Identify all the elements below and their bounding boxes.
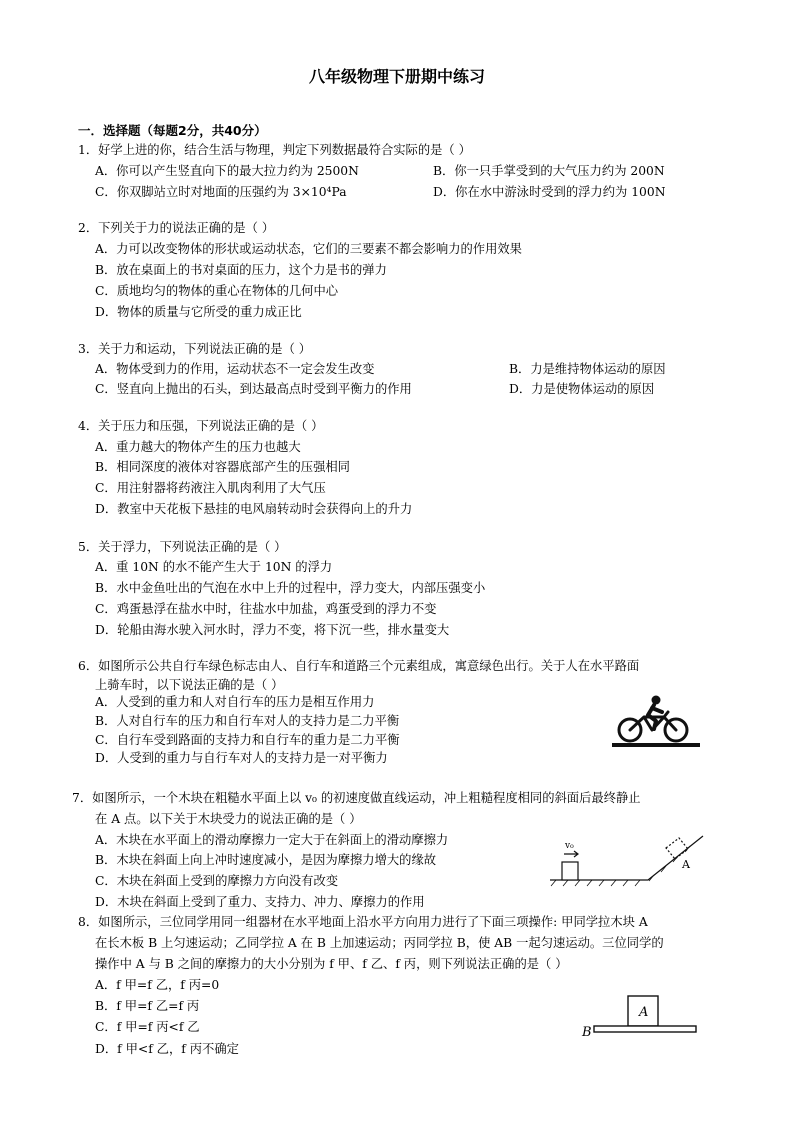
question-6-option-a: A．人受到的重力和人对自行车的压力是相互作用力 [95, 695, 375, 709]
question-6-option-c: C．自行车受到路面的支持力和自行车的重力是二力平衡 [95, 733, 400, 747]
v0-label: v₀ [565, 841, 574, 851]
question-6-stem: 6．如图所示公共自行车绿色标志由人、自行车和道路三个元素组成，寓意绿色出行。关于人在水平路面 [78, 659, 640, 673]
board-b [594, 1026, 696, 1032]
question-8-option-a: A．f 甲=f 乙，f 丙=0 [95, 978, 220, 992]
question-8-stem: 8．如图所示，三位同学用同一组器材在水平地面上沿水平方向用力进行了下面三项操作: 甲同学拉木块 A [78, 915, 648, 929]
question-3-option-d: D．力是使物体运动的原因 [509, 382, 655, 396]
velocity-arrow-icon [564, 851, 578, 857]
question-5-option-d: D．轮船由海水驶入河水时，浮力不变，将下沉一些，排水量变大 [95, 623, 450, 637]
question-7-option-d: D．木块在斜面上受到了重力、支持力、冲力、摩擦力的作用 [95, 895, 425, 909]
question-4-option-c: C．用注射器将药液注入肌肉利用了大气压 [95, 481, 326, 495]
question-5-stem: 5．关于浮力，下列说法正确的是（ ） [78, 540, 287, 554]
question-5-option-a: A．重 10N 的水不能产生大于 10N 的浮力 [95, 560, 333, 574]
block-a-label: A [639, 1005, 649, 1020]
question-4-option-b: B．相同深度的液体对容器底部产生的压强相同 [95, 460, 350, 474]
question-3-stem: 3．关于力和运动，下列说法正确的是（ ） [78, 342, 312, 356]
question-2-option-d: D．物体的质量与它所受的重力成正比 [95, 305, 302, 319]
question-3-option-c: C．竖直向上抛出的石头，到达最高点时受到平衡力的作用 [95, 382, 412, 396]
question-3-option-b: B．力是维持物体运动的原因 [509, 362, 666, 376]
question-8-option-d: D．f 甲<f 乙，f 丙不确定 [95, 1042, 239, 1056]
question-8-option-c: C．f 甲=f 丙<f 乙 [95, 1020, 200, 1034]
question-6-option-b: B．人对自行车的压力和自行车对人的支持力是二力平衡 [95, 714, 400, 728]
incline-figure [548, 828, 718, 888]
question-7-option-c: C．木块在斜面上受到的摩擦力方向没有改变 [95, 874, 339, 888]
question-6-option-d: D．人受到的重力与自行车对人的支持力是一对平衡力 [95, 751, 388, 765]
question-7-stem: 7．如图所示，一个木块在粗糙水平面上以 v₀ 的初速度做直线运动，冲上粗糙程度相同的斜面后最终静止 [72, 791, 641, 805]
question-1-stem: 1．好学上进的你，结合生活与物理，判定下列数据最符合实际的是（ ） [78, 143, 471, 157]
question-1-option-a: A．你可以产生竖直向下的最大拉力约为 2500N [95, 164, 359, 178]
question-1-option-c: C．你双脚站立时对地面的压强约为 3×10⁴Pa [95, 185, 347, 199]
section-heading: 一．选择题（每题2分，共40分） [78, 123, 267, 138]
point-a-label: A [682, 858, 690, 871]
question-4-option-a: A．重力越大的物体产生的压力也越大 [95, 440, 301, 454]
block-at-a [666, 838, 688, 859]
question-8-stem-cont: 在长木板 B 上匀速运动；乙同学拉 A 在 B 上加速运动；丙同学拉 B，使 AB 一起匀速运动。三位同学的 [95, 936, 664, 950]
question-4-option-d: D．教室中天花板下悬挂的电风扇转动时会获得向上的升力 [95, 502, 413, 516]
question-6-stem-cont: 上骑车时，以下说法正确的是（ ） [95, 678, 284, 692]
question-8-stem-cont-2: 操作中 A 与 B 之间的摩擦力的大小分别为 f 甲、f 乙、f 丙，则下列说法正确的是（ ） [95, 957, 568, 971]
question-2-option-c: C．质地均匀的物体的重心在物体的几何中心 [95, 284, 339, 298]
wooden-block [562, 862, 578, 880]
question-2-stem: 2．下列关于力的说法正确的是（ ） [78, 221, 275, 235]
question-2-option-b: B．放在桌面上的书对桌面的压力，这个力是书的弹力 [95, 263, 387, 277]
question-4-stem: 4．关于压力和压强，下列说法正确的是（ ） [78, 419, 324, 433]
question-7-stem-cont: 在 A 点。以下关于木块受力的说法正确的是（ ） [95, 812, 362, 826]
question-3-option-a: A．物体受到力的作用，运动状态不一定会发生改变 [95, 362, 375, 376]
question-5-option-b: B．水中金鱼吐出的气泡在水中上升的过程中，浮力变大，内部压强变小 [95, 581, 486, 595]
question-7-option-a: A．木块在水平面上的滑动摩擦力一定大于在斜面上的滑动摩擦力 [95, 833, 449, 847]
block-board-figure [578, 992, 702, 1038]
cyclist-icon [619, 696, 687, 742]
road-line [612, 743, 700, 747]
question-7-option-b: B．木块在斜面上向上冲时速度减小，是因为摩擦力增大的缘故 [95, 853, 437, 867]
bicycle-figure [612, 694, 700, 748]
question-5-option-c: C．鸡蛋悬浮在盐水中时，往盐水中加盐，鸡蛋受到的浮力不变 [95, 602, 437, 616]
board-b-label: B [582, 1025, 592, 1038]
page-title: 八年级物理下册期中练习 [308, 67, 485, 86]
question-1-option-d: D．你在水中游泳时受到的浮力约为 100N [433, 185, 666, 199]
question-2-option-a: A．力可以改变物体的形状或运动状态，它们的三要素不都会影响力的作用效果 [95, 242, 522, 256]
question-1-option-b: B．你一只手掌受到的大气压力约为 200N [433, 164, 665, 178]
question-8-option-b: B．f 甲=f 乙=f 丙 [95, 999, 200, 1013]
